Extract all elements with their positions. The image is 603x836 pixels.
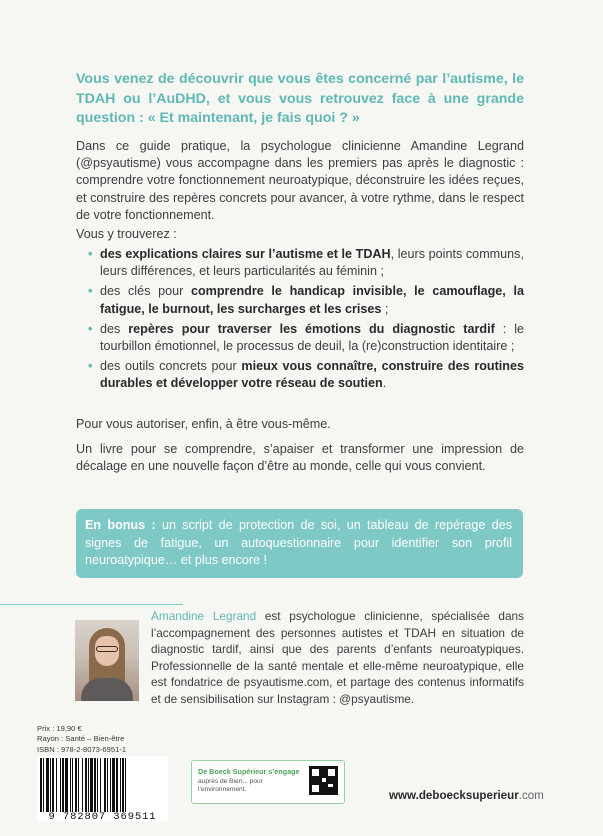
isbn-line: ISBN : 978-2-8073-6951-1 xyxy=(37,744,127,754)
tagline-paragraph: Pour vous autoriser, enfin, à être vous-même. xyxy=(76,417,331,431)
qr-code-icon xyxy=(309,766,338,795)
list-item xyxy=(88,321,524,355)
url-main: www.deboecksuperieur xyxy=(389,789,519,802)
list-item xyxy=(88,283,524,317)
eco-badge xyxy=(191,760,345,804)
list-item-highlight: mieux vous connaître, construire des routines durables et développer votre réseau de soutien xyxy=(100,359,524,391)
list-item-text: : le tourbillon émotionnel, le processus de deuil, la (re)construction identitaire ; xyxy=(100,321,524,354)
author-bio-text: est psychologue clinicienne, spécialisée dans l’accompagnement des personnes autistes et TDAH en situation de diagnostic tardif, ainsi que des parents d’enfants neuroatypiques. Professionnelle de la santé mentale et elle-même neuroatypique, elle est fondatrice de psyautisme.com, et partage des contenus informatifs et de sensibilisation sur Instagram : @psyautisme. xyxy=(151,609,524,706)
bullet-icon: • xyxy=(88,284,93,299)
eco-text: auprès de Bien... pour l’environnement. xyxy=(198,778,263,793)
intro-heading: Vous venez de découvrir que vous êtes concerné par l’autisme, le TDAH ou l’AuDHD, et vous vous retrouvez face à une grande question : « Et maintenant, je fais quoi ? » xyxy=(76,71,524,126)
bonus-description: un script de protection de soi, un tableau de repérage des signes de fatigue, un autoquestionnaire pour identifier son profil neuroatypique… et plus encore ! xyxy=(85,518,512,567)
bonus-box xyxy=(76,509,523,578)
list-item xyxy=(88,358,524,392)
bonus-text xyxy=(85,517,512,570)
list-item xyxy=(88,246,524,280)
author-bio xyxy=(151,608,524,708)
summary-paragraph: Un livre pour se comprendre, s’apaiser et transformer une impression de décalage en une nouvelle façon d’être au monde, celle qui vous convient. xyxy=(76,442,524,474)
price-info xyxy=(37,724,126,755)
bonus-label: En bonus : xyxy=(85,518,156,532)
bullet-icon: • xyxy=(88,321,93,336)
author-photo xyxy=(75,620,139,701)
author-name: Amandine Legrand xyxy=(151,609,257,623)
section-divider xyxy=(0,604,183,605)
list-item-text: . xyxy=(382,376,387,391)
list-item-highlight: comprendre le handicap invisible, le camouflage, la fatigue, le burnout, les surcharges et les crises xyxy=(100,284,524,316)
bullet-icon: • xyxy=(88,359,93,374)
bullet-icon: • xyxy=(88,247,93,261)
eco-title: De Boeck Supérieur s’engage xyxy=(198,767,300,776)
barcode xyxy=(37,756,168,822)
barcode-bars xyxy=(39,758,166,812)
list-item-highlight: des explications claires sur l’autisme et le TDAH xyxy=(100,247,391,261)
list-item-text: des clés pour xyxy=(100,284,191,299)
barcode-digits: 9 782807 369511 xyxy=(48,811,157,823)
list-item-highlight: repères pour traverser les émotions du diagnostic tardif xyxy=(128,321,495,336)
description-paragraph: Dans ce guide pratique, la psychologue clinicienne Amandine Legrand (@psyautisme) vous accompagne dans les premiers pas après le diagnostic : comprendre votre fonctionnement neuroatypique, déconstruire les idées reçues, et construire des repères concrets pour avancer, à votre rythme, dans le respect de votre fonctionnement. xyxy=(76,139,524,222)
list-item-text: ; xyxy=(381,301,389,316)
list-item-text: des xyxy=(100,321,129,336)
list-intro: Vous y trouverez : xyxy=(76,227,177,241)
publisher-url xyxy=(389,789,544,802)
price-line: Prix : 19,90 € xyxy=(37,724,82,733)
list-item-text: des outils concrets pour xyxy=(100,359,242,374)
url-tail: .com xyxy=(518,789,544,802)
list-item-text: , leurs points communs, leurs différences, et leurs particularités au féminin ; xyxy=(100,247,524,279)
feature-list xyxy=(88,246,524,396)
category-line: Rayon : Santé – Bien-être xyxy=(37,734,125,744)
